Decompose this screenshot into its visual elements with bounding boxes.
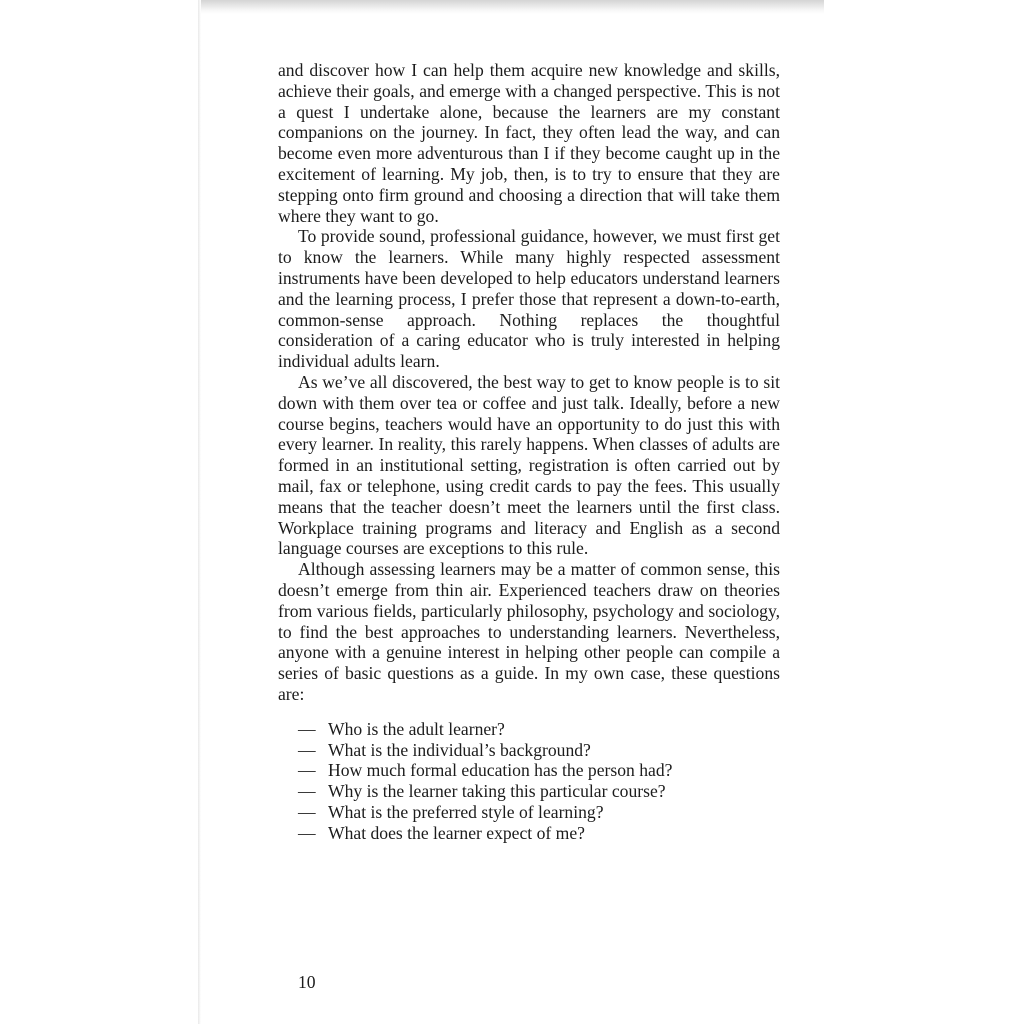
question-list [278, 719, 780, 844]
question-text: What is the preferred style of learning? [328, 801, 604, 822]
question-text: How much formal education has the person had? [328, 760, 673, 781]
scan-page-edge [198, 0, 201, 1024]
list-item [298, 740, 780, 761]
paragraph: Although assessing learners may be a matter of common sense, this doesn’t emerge from thin air. Experienced teachers draw on theories from various fields, particularly philosophy, psychology and sociology, to find the best approaches to understanding learners. Nevertheless, anyone with a genuine interest in helping other people can compile a series of basic questions as a guide. In my own case, these questions are: [278, 559, 780, 704]
list-item [298, 719, 780, 740]
question-text: What does the learner expect of me? [328, 822, 585, 843]
list-item [298, 823, 780, 844]
em-dash: — [298, 739, 316, 760]
question-text: Why is the learner taking this particular course? [328, 781, 666, 802]
scan-top-shadow [198, 0, 824, 14]
paragraph: As we’ve all discovered, the best way to get to know people is to sit down with them over tea or coffee and just talk. Ideally, before a new course begins, teachers would have an opportunity to do just this with every learner. In reality, this rarely happens. When classes of adults are formed in an institutional setting, registration is often carried out by mail, fax or telephone, using credit cards to pay the fees. This usually means that the teacher doesn’t meet the learners until the first class. Workplace training programs and literacy and English as a second language courses are exceptions to this rule. [278, 371, 780, 559]
question-text: What is the individual’s background? [328, 739, 591, 760]
list-item [298, 802, 780, 823]
em-dash: — [298, 718, 316, 739]
paragraph: To provide sound, professional guidance, however, we must first get to know the learners. While many highly respected assessment instruments have been developed to help educators understand learners and the learning process, I prefer those that represent a down-to-earth, common-sense approach. Nothing replaces the thoughtful consideration of a caring educator who is truly interested in helping individual adults learn. [278, 226, 780, 372]
list-item [298, 760, 780, 781]
em-dash: — [298, 760, 316, 781]
body-text [278, 60, 780, 843]
em-dash: — [298, 781, 316, 802]
em-dash: — [298, 801, 316, 822]
paragraph: and discover how I can help them acquire new knowledge and skills, achieve their goals, and emerge with a changed perspective. This is not a quest I undertake alone, because the learners are my constant companions on the journey. In fact, they often lead the way, and can become even more adventurous than I if they become caught up in the excitement of learning. My job, then, is to try to ensure that they are stepping onto firm ground and choosing a direction that will take them where they want to go. [278, 60, 780, 226]
question-text: Who is the adult learner? [328, 718, 505, 739]
list-item [298, 781, 780, 802]
page-number: 10 [298, 972, 316, 992]
em-dash: — [298, 822, 316, 843]
